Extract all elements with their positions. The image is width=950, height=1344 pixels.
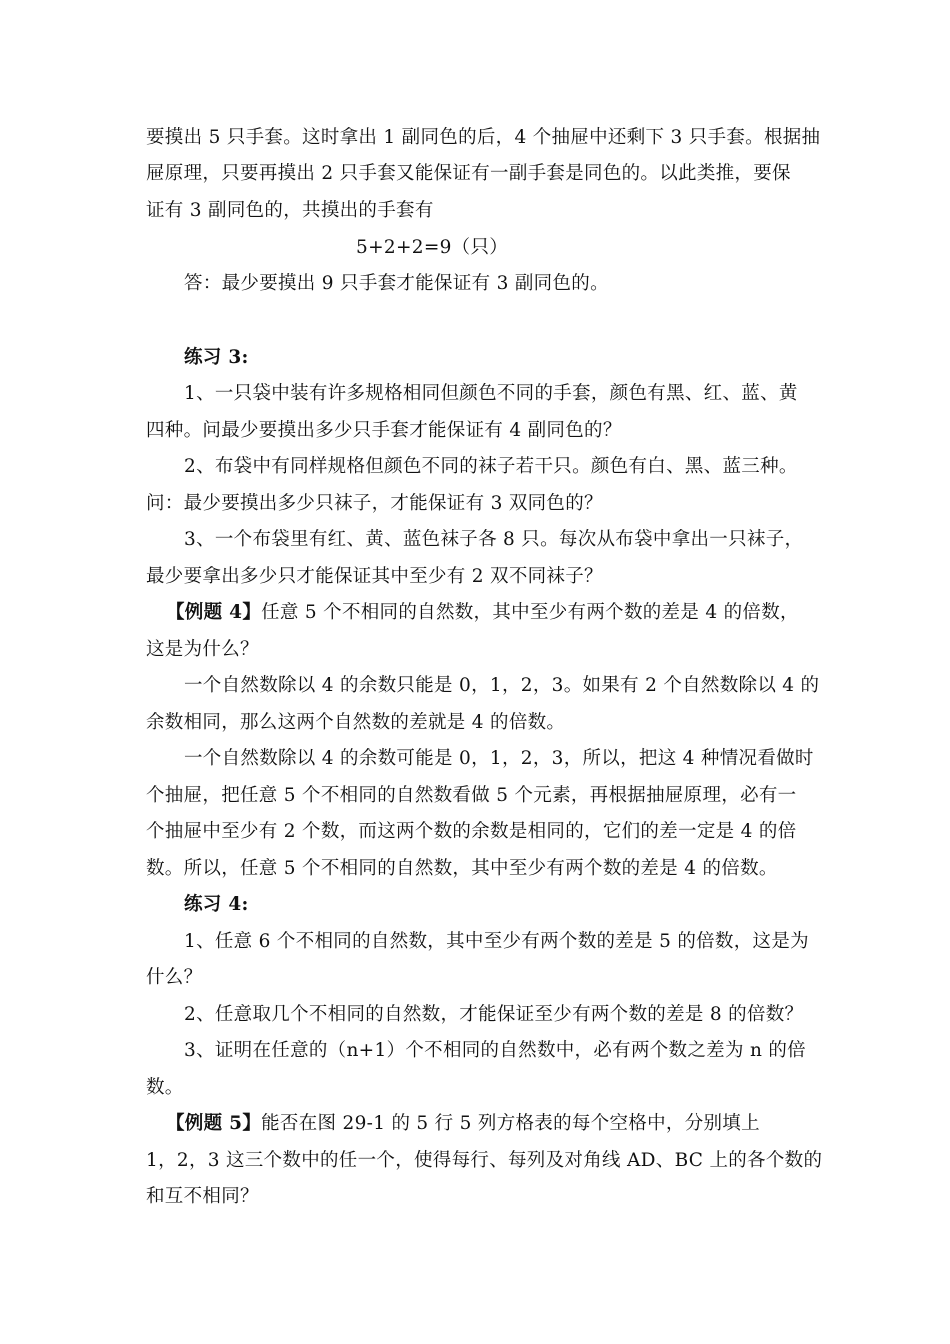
equation-line: 5+2+2=9（只） [356,237,509,258]
text-line: 个抽屉，把任意 5 个不相同的自然数看做 5 个元素，再根据抽屉原理，必有一 [146,785,797,806]
text-line: 1、一只袋中装有许多规格相同但颜色不同的手套，颜色有黑、红、蓝、黄 [184,383,798,404]
text-line: 四种。问最少要摸出多少只手套才能保证有 4 副同色的？ [146,420,622,441]
text-line: 什么？ [146,967,203,988]
text-line: 数。所以，任意 5 个不相同的自然数，其中至少有两个数的差是 4 的倍数。 [146,858,778,879]
text-line: 一个自然数除以 4 的余数可能是 0，1，2，3，所以，把这 4 种情况看做时 [184,748,814,769]
text-line: 要摸出 5 只手套。这时拿出 1 副同色的后，4 个抽屉中还剩下 3 只手套。根据抽 [146,127,821,148]
text-line: 3、一个布袋里有红、黄、蓝色袜子各 8 只。每次从布袋中拿出一只袜子， [184,529,804,550]
text-line: 1，2，3 这三个数中的任一个，使得每行、每列及对角线 AD、BC 上的各个数的 [146,1150,823,1171]
example-heading: 【例题 5】能否在图 29-1 的 5 行 5 列方格表的每个空格中，分别填上 [166,1113,760,1134]
text-line: 最少要拿出多少只才能保证其中至少有 2 双不同袜子？ [146,566,603,587]
text-line: 和互不相同？ [146,1186,259,1207]
text-line: 证有 3 副同色的，共摸出的手套有 [146,200,434,221]
example-heading: 【例题 4】任意 5 个不相同的自然数，其中至少有两个数的差是 4 的倍数， [166,602,799,623]
text-line: 个抽屉中至少有 2 个数，而这两个数的余数是相同的，它们的差一定是 4 的倍 [146,821,797,842]
text-line: 一个自然数除以 4 的余数只能是 0，1，2，3。如果有 2 个自然数除以 4 的 [184,675,820,696]
text-line: 这是为什么？ [146,639,259,660]
text-line: 数。 [146,1077,184,1098]
section-heading: 练习 4: [184,894,249,915]
section-heading: 练习 3: [184,347,249,368]
text-line: 2、布袋中有同样规格但颜色不同的袜子若干只。颜色有白、黑、蓝三种。 [184,456,798,477]
text-line: 1、任意 6 个不相同的自然数，其中至少有两个数的差是 5 的倍数，这是为 [184,931,809,952]
answer-line: 答：最少要摸出 9 只手套才能保证有 3 副同色的。 [184,273,609,294]
text-line: 问：最少要摸出多少只袜子，才能保证有 3 双同色的？ [146,493,603,514]
text-line: 屉原理，只要再摸出 2 只手套又能保证有一副手套是同色的。以此类推，要保 [146,163,791,184]
text-line: 余数相同，那么这两个自然数的差就是 4 的倍数。 [146,712,566,733]
text-line: 2、任意取几个不相同的自然数，才能保证至少有两个数的差是 8 的倍数？ [184,1004,804,1025]
text-line: 3、证明在任意的（n+1）个不相同的自然数中，必有两个数之差为 n 的倍 [184,1040,806,1061]
